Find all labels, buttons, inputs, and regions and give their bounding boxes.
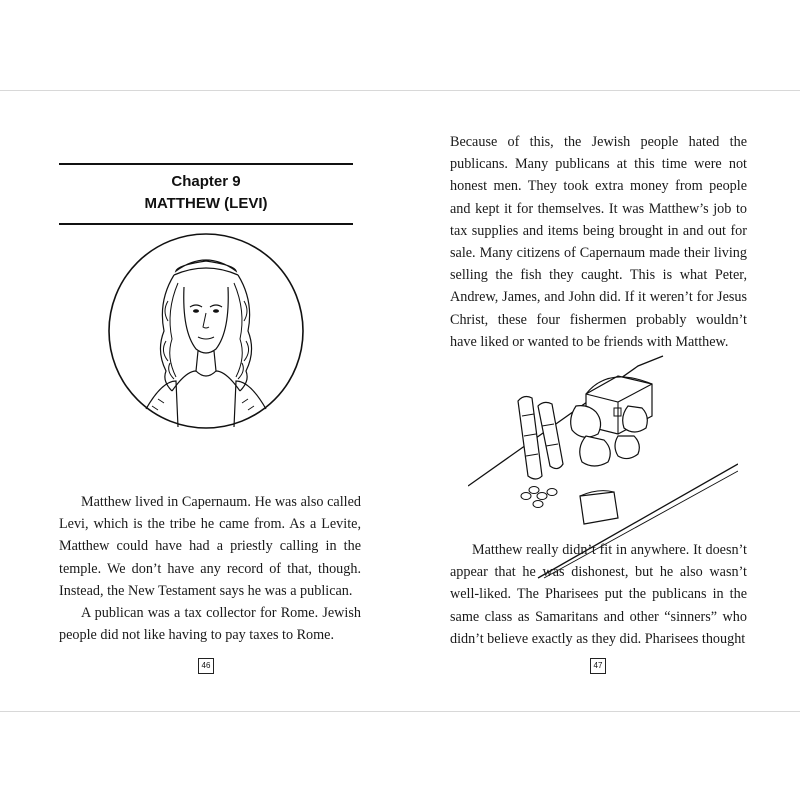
chapter-title: Chapter 9 (171, 173, 241, 190)
book-spread (0, 90, 800, 712)
paragraph: Matthew lived in Capernaum. He was also called Levi, which is the tribe he came from. As a Levite, Matthew could have had a priestly calling in the temple. We don’t have any record of that, though. Instead, the New Testament says he was a publican. (59, 494, 361, 599)
paragraph: Matthew really didn’t fit in anywhere. It doesn’t appear that he was dishonest, but he also wasn’t well-liked. The Pharisees put the publicans in the same class as Samaritans and other “sinners” who didn’t believe exactly as they did. Pharisees thought (450, 542, 747, 647)
left-page (0, 91, 400, 711)
page-number: 47 (590, 658, 606, 674)
chapter-subtitle: MATTHEW (LEVI) (144, 195, 268, 212)
right-body-text-bottom (450, 539, 747, 650)
right-body-text-top (450, 131, 747, 353)
page-number: 46 (198, 658, 214, 674)
left-body-text (59, 491, 361, 646)
portrait-illustration (106, 231, 306, 431)
bottom-rule (59, 223, 353, 225)
top-rule (59, 163, 353, 165)
paragraph: Because of this, the Jewish people hated the publicans. Many publicans at this time were not honest men. They took extra money from people and kept it for themselves. It was Matthew’s job to tax supplies and items being brought in and out for sale. Many citizens of Capernaum made their living selling the fish they caught. This is what Peter, Andrew, James, and John did. If it weren’t for Jesus Christ, these four fishermen probably wouldn’t have liked or wanted to be friends with Matthew. (450, 134, 747, 350)
paragraph: A publican was a tax collector for Rome. Jewish people did not like having to pay taxes to Rome. (59, 605, 361, 644)
